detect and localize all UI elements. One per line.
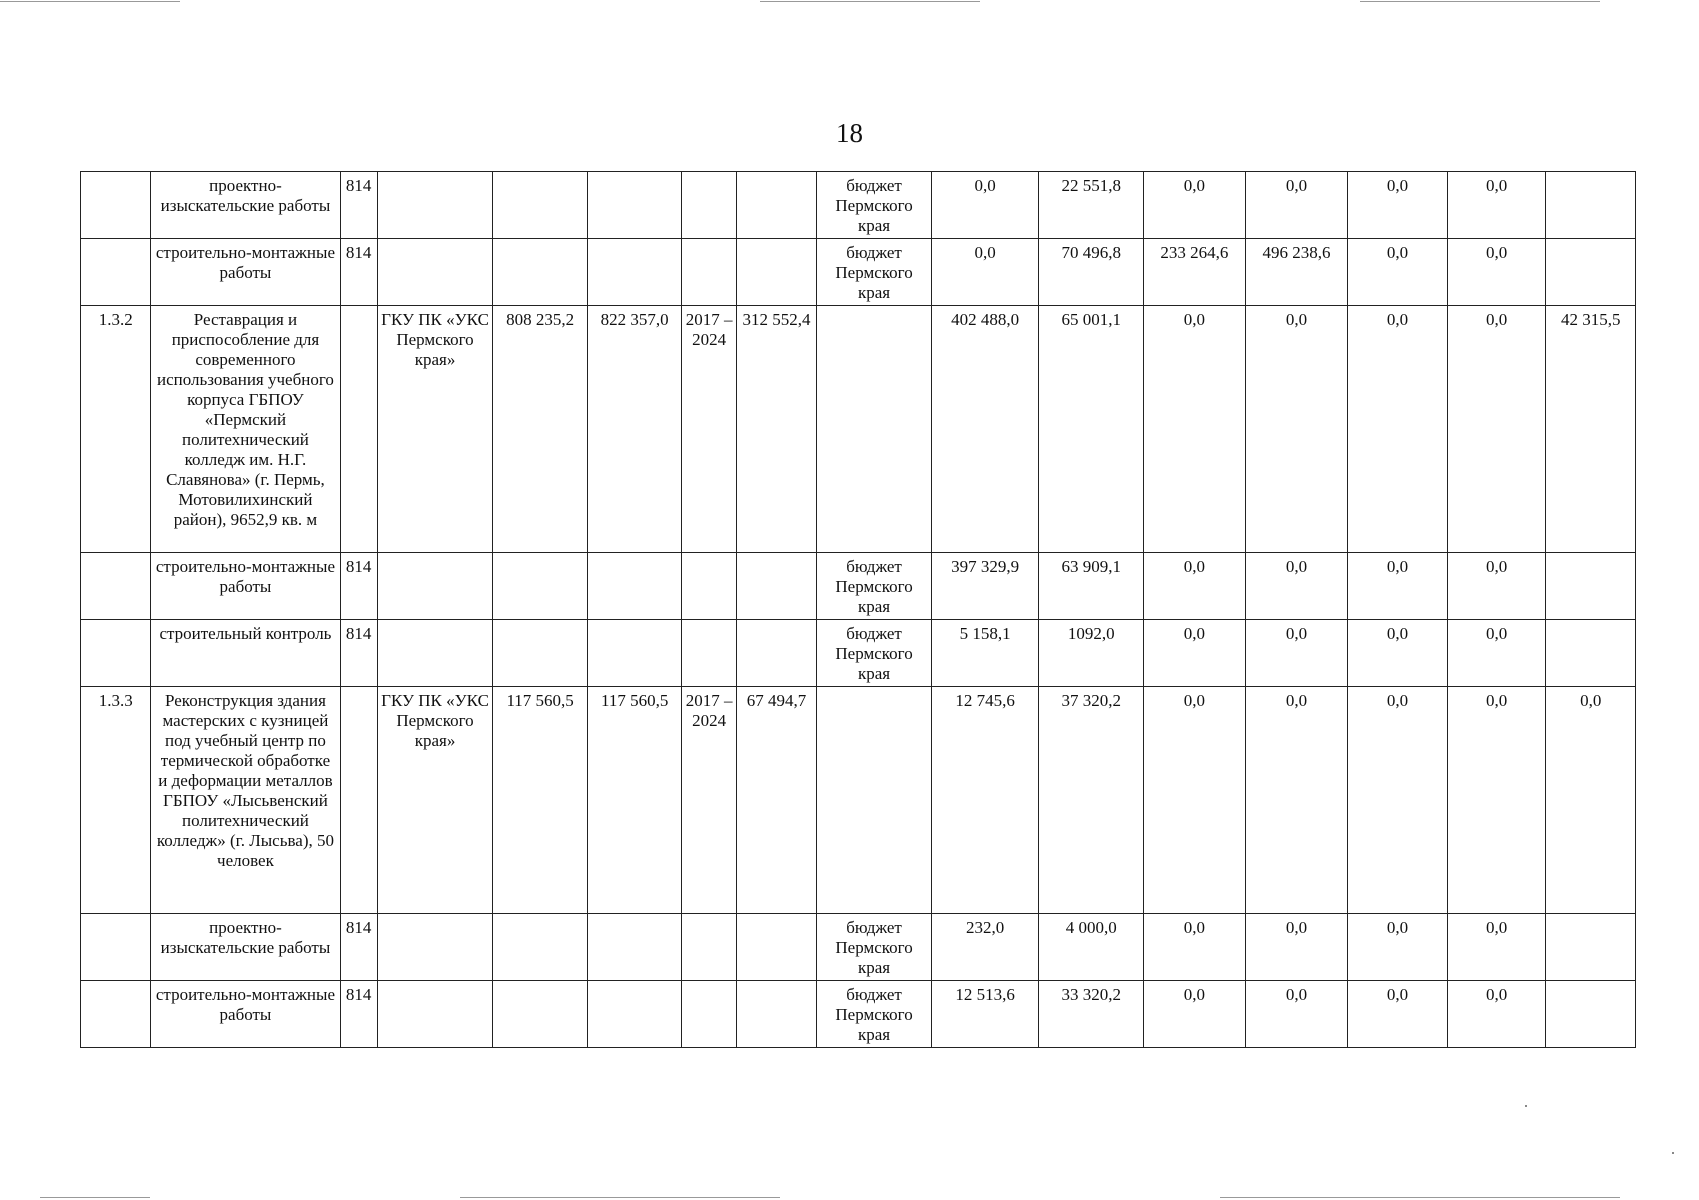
row-executor: ГКУ ПК «УКС Пермского края» [377, 687, 493, 914]
row-v5: 0,0 [1348, 172, 1448, 239]
row-c2 [587, 172, 682, 239]
row-v4: 0,0 [1245, 306, 1348, 553]
table-row [81, 981, 1636, 1048]
row-period [682, 172, 736, 239]
row-c1 [493, 914, 588, 981]
row-v2: 37 320,2 [1039, 687, 1144, 914]
row-v5: 0,0 [1348, 981, 1448, 1048]
row-v3: 233 264,6 [1144, 239, 1246, 306]
row-period [682, 239, 736, 306]
row-c2 [587, 981, 682, 1048]
row-c1 [493, 172, 588, 239]
row-period [682, 914, 736, 981]
row-name: строительно-монтажные работы [151, 553, 340, 620]
row-v2: 63 909,1 [1039, 553, 1144, 620]
row-v3: 0,0 [1144, 687, 1246, 914]
row-number [81, 239, 151, 306]
row-c3 [736, 172, 816, 239]
row-c2 [587, 914, 682, 981]
row-v4: 0,0 [1245, 687, 1348, 914]
row-v7 [1546, 172, 1636, 239]
row-v1: 12 745,6 [931, 687, 1039, 914]
row-v3: 0,0 [1144, 981, 1246, 1048]
row-executor [377, 981, 493, 1048]
row-c3 [736, 620, 816, 687]
row-v6: 0,0 [1447, 620, 1546, 687]
row-v1: 402 488,0 [931, 306, 1039, 553]
row-c3: 67 494,7 [736, 687, 816, 914]
row-c3: 312 552,4 [736, 306, 816, 553]
row-v4: 0,0 [1245, 553, 1348, 620]
row-v3: 0,0 [1144, 553, 1246, 620]
row-source: бюджет Пермского края [817, 553, 932, 620]
row-executor [377, 239, 493, 306]
scan-edge-bottom-left [40, 1197, 150, 1198]
row-v3: 0,0 [1144, 620, 1246, 687]
row-v2: 1092,0 [1039, 620, 1144, 687]
row-c1 [493, 981, 588, 1048]
row-period [682, 981, 736, 1048]
row-name: проектно-изыскательские работы [151, 172, 340, 239]
page-number: 18 [836, 118, 863, 148]
row-code [340, 687, 377, 914]
row-v7: 0,0 [1546, 687, 1636, 914]
table-row [81, 620, 1636, 687]
row-name: строительно-монтажные работы [151, 239, 340, 306]
table-row [81, 306, 1636, 553]
row-v2: 65 001,1 [1039, 306, 1144, 553]
row-v1: 0,0 [931, 239, 1039, 306]
row-v1: 12 513,6 [931, 981, 1039, 1048]
row-period: 2017 – 2024 [682, 306, 736, 553]
row-source: бюджет Пермского края [817, 914, 932, 981]
row-executor [377, 553, 493, 620]
row-v5: 0,0 [1348, 553, 1448, 620]
row-v2: 33 320,2 [1039, 981, 1144, 1048]
row-name: Реконструкция здания мастерских с кузницей под учебный центр по термической обработке и деформации металлов ГБПОУ «Лысьвенский политехнический колледж» (г. Лысьва), 50 человек [151, 687, 340, 914]
row-code: 814 [340, 553, 377, 620]
row-v7 [1546, 620, 1636, 687]
table-row [81, 553, 1636, 620]
row-code: 814 [340, 172, 377, 239]
row-v3: 0,0 [1144, 914, 1246, 981]
row-executor: ГКУ ПК «УКС Пермского края» [377, 306, 493, 553]
row-v7 [1546, 914, 1636, 981]
row-c1 [493, 239, 588, 306]
table-row [81, 914, 1636, 981]
row-name: строительный контроль [151, 620, 340, 687]
row-number: 1.3.3 [81, 687, 151, 914]
row-v6: 0,0 [1447, 981, 1546, 1048]
row-c3 [736, 239, 816, 306]
row-v4: 0,0 [1245, 172, 1348, 239]
row-source: бюджет Пермского края [817, 981, 932, 1048]
row-v5: 0,0 [1348, 914, 1448, 981]
scan-edge-bottom-right [1220, 1197, 1620, 1198]
row-v4: 0,0 [1245, 914, 1348, 981]
budget-table [80, 171, 1636, 1048]
row-number [81, 553, 151, 620]
row-c3 [736, 914, 816, 981]
row-v6: 0,0 [1447, 239, 1546, 306]
row-period: 2017 – 2024 [682, 687, 736, 914]
row-executor [377, 620, 493, 687]
table-row [81, 687, 1636, 914]
row-v1: 397 329,9 [931, 553, 1039, 620]
scan-edge-top-mid [760, 1, 980, 2]
row-name: проектно-изыскательские работы [151, 914, 340, 981]
row-v6: 0,0 [1447, 553, 1546, 620]
row-v2: 4 000,0 [1039, 914, 1144, 981]
row-period [682, 620, 736, 687]
row-c2 [587, 239, 682, 306]
scan-edge-top-right [1360, 1, 1600, 2]
row-number [81, 981, 151, 1048]
table-row [81, 239, 1636, 306]
row-code [340, 306, 377, 553]
row-v7 [1546, 981, 1636, 1048]
row-c3 [736, 553, 816, 620]
row-source: бюджет Пермского края [817, 239, 932, 306]
scan-edge-top-left [0, 1, 180, 2]
row-code: 814 [340, 239, 377, 306]
row-c1 [493, 553, 588, 620]
row-number [81, 620, 151, 687]
row-v1: 232,0 [931, 914, 1039, 981]
row-v4: 0,0 [1245, 620, 1348, 687]
row-v6: 0,0 [1447, 914, 1546, 981]
row-v3: 0,0 [1144, 306, 1246, 553]
scan-edge-bottom-mid [460, 1197, 780, 1198]
row-v5: 0,0 [1348, 620, 1448, 687]
row-v7: 42 315,5 [1546, 306, 1636, 553]
row-c1: 808 235,2 [493, 306, 588, 553]
row-c2 [587, 553, 682, 620]
row-source: бюджет Пермского края [817, 172, 932, 239]
row-source: бюджет Пермского края [817, 620, 932, 687]
row-v4: 0,0 [1245, 981, 1348, 1048]
scan-speck [1525, 1105, 1527, 1107]
scan-speck [1672, 1152, 1674, 1154]
row-number [81, 914, 151, 981]
row-name: Реставрация и приспособление для современного использования учебного корпуса ГБПОУ «Пермский политехнический колледж им. Н.Г. Славянова» (г. Пермь, Мотовилихинский район), 9652,9 кв. м [151, 306, 340, 553]
row-c3 [736, 981, 816, 1048]
row-v4: 496 238,6 [1245, 239, 1348, 306]
row-c2 [587, 620, 682, 687]
row-v6: 0,0 [1447, 687, 1546, 914]
row-code: 814 [340, 620, 377, 687]
row-c2: 822 357,0 [587, 306, 682, 553]
row-executor [377, 914, 493, 981]
row-v5: 0,0 [1348, 687, 1448, 914]
row-v2: 70 496,8 [1039, 239, 1144, 306]
row-period [682, 553, 736, 620]
row-source [817, 306, 932, 553]
row-v1: 5 158,1 [931, 620, 1039, 687]
row-v7 [1546, 239, 1636, 306]
row-source [817, 687, 932, 914]
row-number: 1.3.2 [81, 306, 151, 553]
row-v3: 0,0 [1144, 172, 1246, 239]
row-v5: 0,0 [1348, 306, 1448, 553]
row-v2: 22 551,8 [1039, 172, 1144, 239]
row-code: 814 [340, 981, 377, 1048]
row-c2: 117 560,5 [587, 687, 682, 914]
row-number [81, 172, 151, 239]
row-v5: 0,0 [1348, 239, 1448, 306]
row-executor [377, 172, 493, 239]
row-v7 [1546, 553, 1636, 620]
table-row [81, 172, 1636, 239]
row-v6: 0,0 [1447, 172, 1546, 239]
row-c1 [493, 620, 588, 687]
row-v6: 0,0 [1447, 306, 1546, 553]
row-c1: 117 560,5 [493, 687, 588, 914]
row-name: строительно-монтажные работы [151, 981, 340, 1048]
row-code: 814 [340, 914, 377, 981]
row-v1: 0,0 [931, 172, 1039, 239]
